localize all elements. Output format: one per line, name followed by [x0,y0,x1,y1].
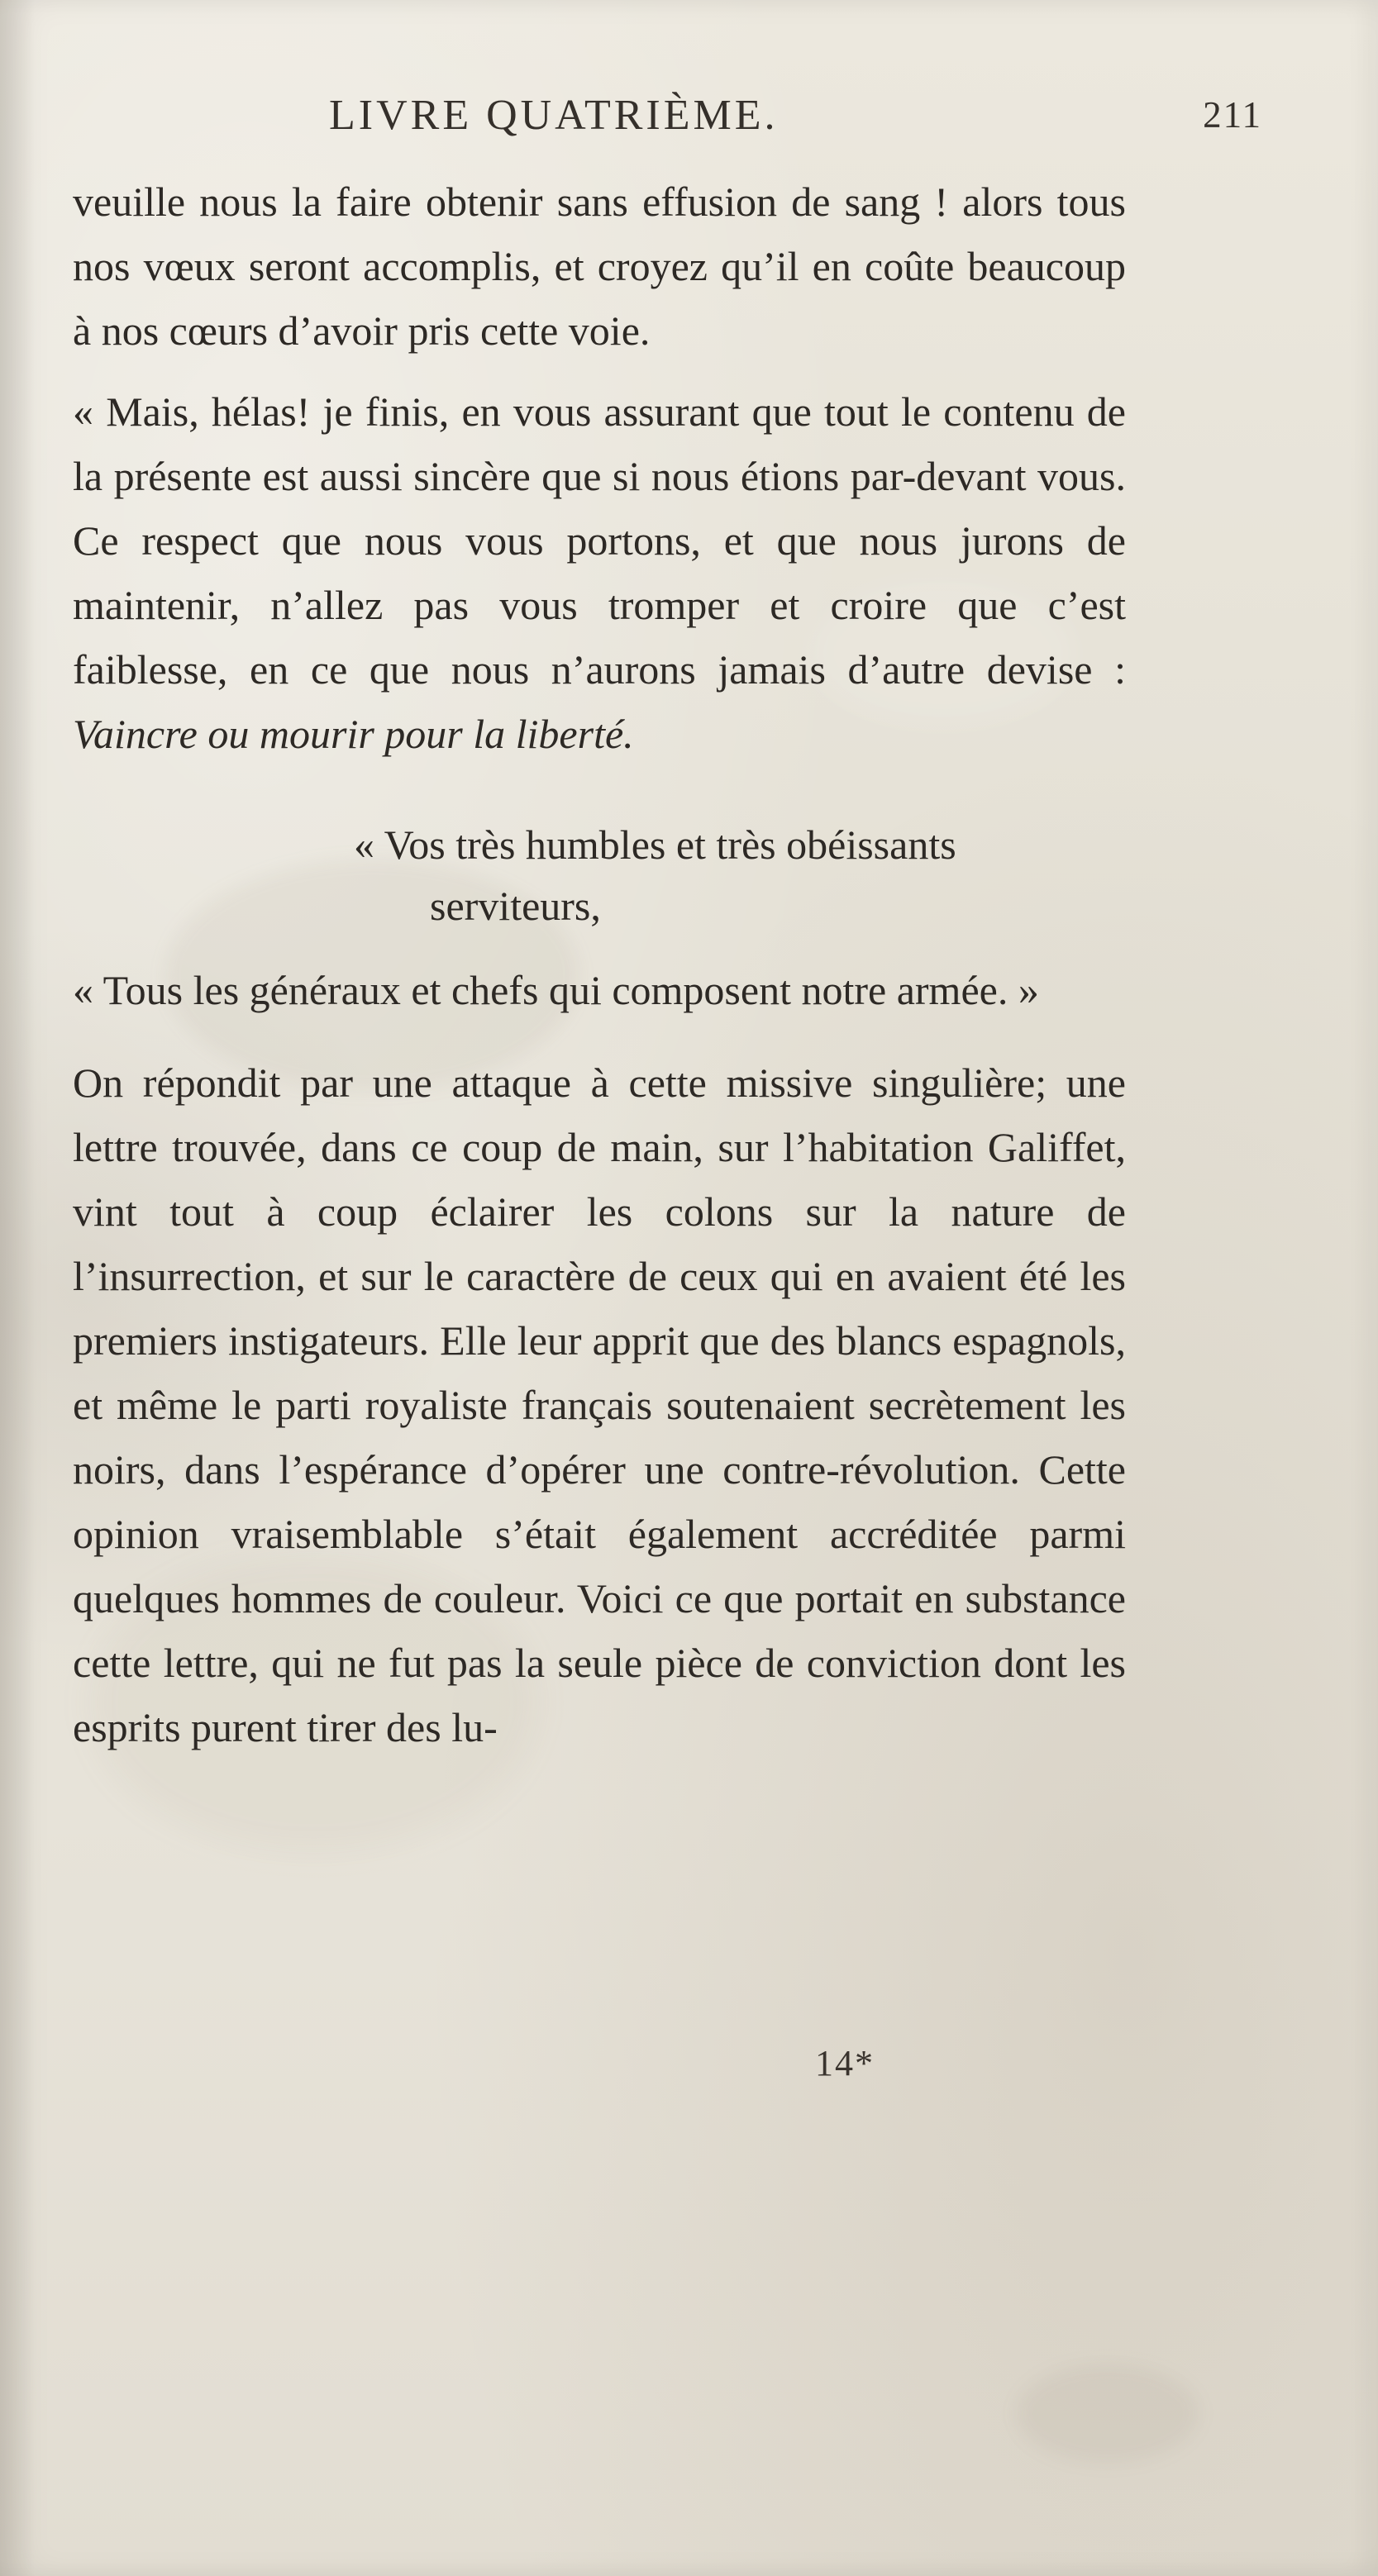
paragraph-2-italic-text: Vaincre ou mourir pour la liberté. [73,711,634,757]
signature-mark: 14* [815,2043,875,2083]
signature-line-1: « Vos très humbles et très obéissants [354,821,956,868]
paragraph-2-text: « Mais, hélas! je finis, en vous assurant que tout le contenu de la présente est aussi sincère que si nous étions par-devant vous. Ce respect que nous vous portons, et que nous jurons de maintenir, n’allez pas vous tromper et croire que c’est faiblesse, en ce que nous n’aurons jamais d’autre devise : [73,388,1126,693]
page-header [74,73,1304,149]
paragraph-3 [73,1050,1126,1759]
running-title: LIVRE QUATRIÈME. [329,92,779,139]
paragraph-1-text: veuille nous la faire obtenir sans effusion de sang ! alors tous nos vœux seront accomplis, et croyez qu’il en coûte beaucoup à nos cœurs d’avoir pris cette voie. [73,179,1126,354]
signature-block [73,814,1126,936]
main-text [73,169,1126,1783]
paper-stain [1017,2364,1199,2463]
page-number: 211 [1203,94,1262,136]
paragraph-1 [73,169,1126,363]
closing-text: « Tous les généraux et chefs qui composent notre armée. » [73,967,1039,1013]
page-edge-shadow [0,0,35,2576]
paragraph-3-text: On répondit par une attaque à cette missive singulière; une lettre trouvée, dans ce coup de main, sur l’habitation Galiffet, vint tout à coup éclairer les colons sur la nature de l’insurrection, et sur le caractère de ceux qui en avaient été les premiers instigateurs. Elle leur apprit que des blancs espagnols, et même le parti royaliste français soutenaient secrètement les noirs, dans l’espérance d’opérer une contre-révolution. Cette opinion vraisemblable s’était également accréditée parmi quelques hommes de couleur. Voici ce que portait en substance cette lettre, qui ne fut pas la seule pièce de conviction dont les esprits purent tirer des lu- [73,1059,1126,1750]
signature-line-2: serviteurs, [430,883,601,929]
closing-paragraph [73,958,1126,1022]
paragraph-2 [73,379,1126,766]
